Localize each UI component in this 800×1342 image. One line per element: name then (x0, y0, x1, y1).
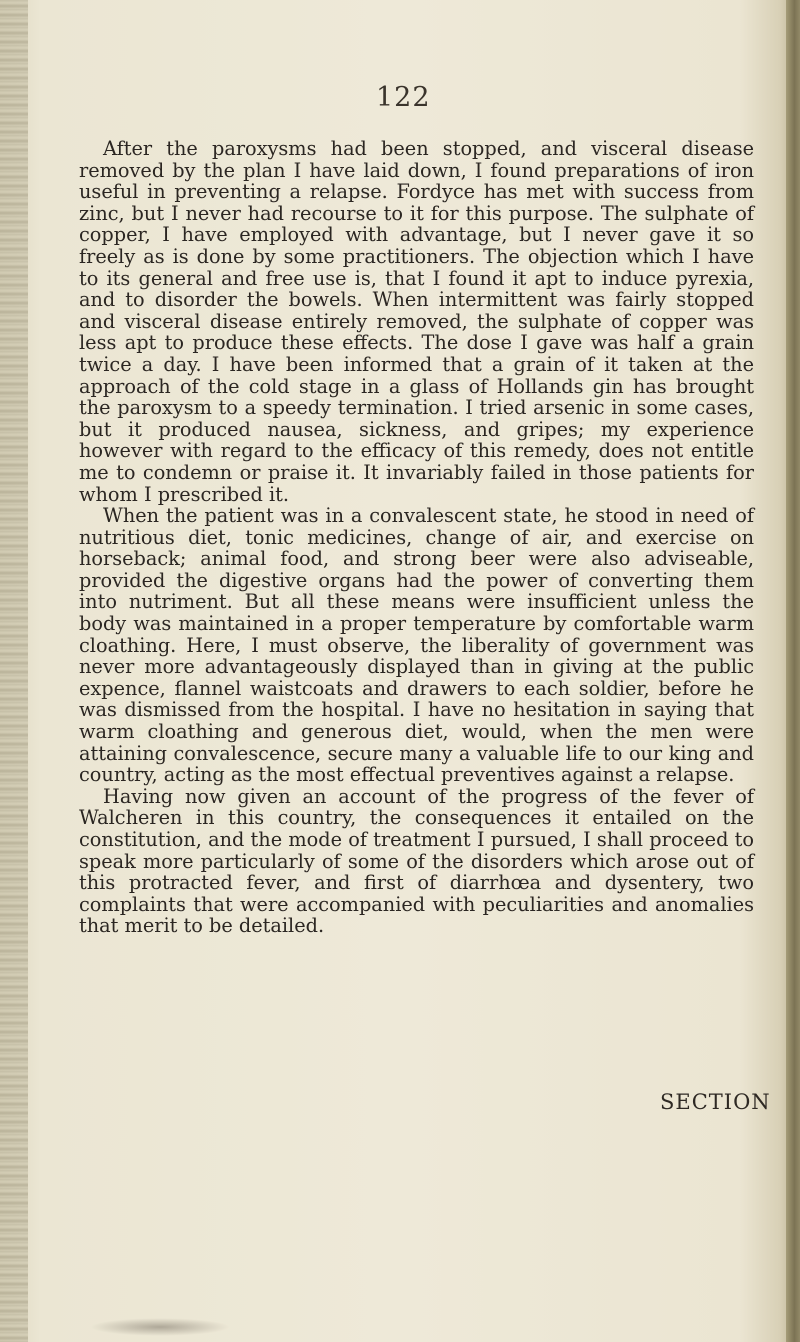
page-number: 122 (376, 82, 431, 113)
catchword: SECTION (660, 1090, 771, 1114)
paragraph-3: Having now given an account of the progress of the fever of Walcheren in this country, the consequences it entailed on the constitution, and the mode of treatment I pursued, I shall proceed to speak more particularly of some of the disorders which arose out of this protracted fever, and first of diarrhœa and dysentery, two complaints that were accompanied with peculiarities and anomalies that merit to be detailed. (79, 784, 754, 938)
paragraph-2: When the patient was in a convalescent state, he stood in need of nutritious diet, tonic medicines, change of air, and exercise on horseback; animal food, and strong beer were also adviseable, provided the digestive organs had the power of converting them into nutriment. But all these means were insufficient unless the body was maintained in a proper temperature by comfortable warm cloathing. Here, I must observe, the liberality of government was never more advantageously displayed than in giving at the public expence, flannel waistcoats and drawers to each soldier, before he was dismissed from the hospital. I have no hesitation in saying that warm cloathing and generous diet, would, when the men were attaining convalescence, secure many a valuable life to our king and country, acting as the most effectual preventives against a relapse. (79, 504, 754, 787)
body-text (79, 138, 754, 937)
page-edge-shadow (786, 0, 800, 1342)
paragraph-1: After the paroxysms had been stopped, and visceral disease removed by the plan I have laid down, I found preparations of iron useful in preventing a relapse. Fordyce has met with success from zinc, but I never had recourse to it for this purpose. The sulphate of copper, I have employed with advantage, but I never gave it so freely as is done by some practitioners. The objection which I have to its general and free use is, that I found it apt to induce pyrexia, and to disorder the bowels. When intermittent was fairly stopped and visceral disease entirely removed, the sulphate of copper was less apt to produce these effects. The dose I gave was half a grain twice a day. I have been informed that a grain of it taken at the approach of the cold stage in a glass of Hollands gin has brought the paroxysm to a speedy termination. I tried arsenic in some cases, but it produced nausea, sickness, and gripes; my experience however with regard to the efficacy of this remedy, does not entitle me to condemn or praise it. It invariably failed in those patients for whom I prescribed it. (79, 137, 754, 506)
binding-gutter (0, 0, 28, 1342)
ink-smudge (90, 1318, 230, 1336)
